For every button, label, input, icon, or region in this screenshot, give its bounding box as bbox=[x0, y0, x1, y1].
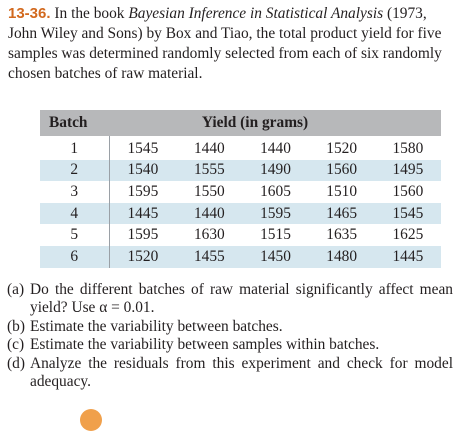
yield-cell: 1580 bbox=[392, 139, 424, 157]
table-row bbox=[40, 246, 441, 268]
question-part bbox=[7, 318, 453, 336]
yield-cell: 1445 bbox=[375, 246, 441, 268]
yield-cell: 1545 bbox=[109, 136, 176, 160]
question-part bbox=[7, 281, 453, 318]
yield-cell: 1480 bbox=[309, 246, 375, 268]
batch-cell: 1 bbox=[70, 139, 79, 157]
yield-table bbox=[40, 110, 441, 268]
batch-cell: 3 bbox=[70, 182, 79, 200]
yield-cell: 1595 bbox=[109, 181, 176, 203]
table-body bbox=[40, 136, 441, 268]
part-text: Estimate the variability between samples within batches. bbox=[30, 336, 380, 354]
yield-cell: 1545 bbox=[375, 203, 441, 225]
yield-cell: 1490 bbox=[242, 160, 308, 182]
part-text: Analyze the residuals from this experiment and check for model adequacy. bbox=[30, 354, 453, 391]
part-text: Do the different batches of raw material significantly affect mean yield? Use α = 0.01. bbox=[30, 281, 453, 317]
yield-cell: 1515 bbox=[260, 226, 291, 244]
part-label: (d) bbox=[7, 354, 25, 372]
yield-cell: 1625 bbox=[392, 226, 424, 244]
yield-cell: 1510 bbox=[326, 182, 358, 200]
yield-cell: 1595 bbox=[242, 203, 308, 225]
batch-cell: 2 bbox=[40, 160, 109, 182]
orange-circle-marker bbox=[80, 409, 102, 431]
yield-cell: 1540 bbox=[109, 160, 176, 182]
yield-cell: 1605 bbox=[260, 182, 291, 200]
table-header-row bbox=[40, 110, 441, 136]
batch-cell: 4 bbox=[40, 203, 109, 225]
yield-table-container bbox=[40, 110, 441, 268]
yield-cell: 1495 bbox=[375, 160, 441, 182]
yield-cell: 1595 bbox=[109, 224, 176, 246]
question-part bbox=[7, 336, 453, 354]
batch-cell: 6 bbox=[40, 246, 109, 268]
yield-cell: 1440 bbox=[193, 139, 225, 157]
part-label: (b) bbox=[7, 317, 25, 335]
yield-cell: 1455 bbox=[176, 246, 242, 268]
batch-cell: 5 bbox=[70, 226, 79, 244]
problem-text-intro: In the book bbox=[50, 5, 129, 22]
part-text: Estimate the variability between batches. bbox=[30, 317, 283, 335]
book-title: Bayesian Inference in Statistical Analysis bbox=[128, 5, 384, 22]
table-row bbox=[40, 224, 441, 246]
yield-cell: 1560 bbox=[309, 160, 375, 182]
yield-cell: 1440 bbox=[176, 203, 242, 225]
yield-cell: 1520 bbox=[326, 139, 358, 157]
yield-cell: 1555 bbox=[176, 160, 242, 182]
problem-text-body: (1973, John Wiley and Sons) by Box and Tiao, the total product yield for five samples was determined randomly selected from each of six randomly chosen batches of raw material. bbox=[8, 5, 442, 82]
yield-cell: 1560 bbox=[392, 182, 424, 200]
yield-column-header: Yield (in grams) bbox=[109, 110, 441, 136]
problem-number: 13-36. bbox=[8, 5, 51, 22]
yield-cell: 1630 bbox=[193, 226, 225, 244]
table-row bbox=[40, 160, 441, 182]
table-row bbox=[40, 181, 441, 203]
problem-statement bbox=[8, 4, 456, 84]
part-label: (c) bbox=[7, 336, 25, 354]
yield-cell: 1450 bbox=[242, 246, 308, 268]
yield-cell: 1465 bbox=[309, 203, 375, 225]
yield-cell: 1440 bbox=[260, 139, 291, 157]
question-parts bbox=[7, 281, 453, 391]
batch-column-header: Batch bbox=[40, 110, 109, 136]
table-row bbox=[40, 136, 441, 160]
table-row bbox=[40, 203, 441, 225]
yield-cell: 1445 bbox=[109, 203, 176, 225]
yield-cell: 1550 bbox=[193, 182, 225, 200]
yield-cell: 1520 bbox=[109, 246, 176, 268]
yield-cell: 1635 bbox=[326, 226, 358, 244]
question-part bbox=[7, 355, 453, 392]
part-label: (a) bbox=[7, 281, 25, 298]
